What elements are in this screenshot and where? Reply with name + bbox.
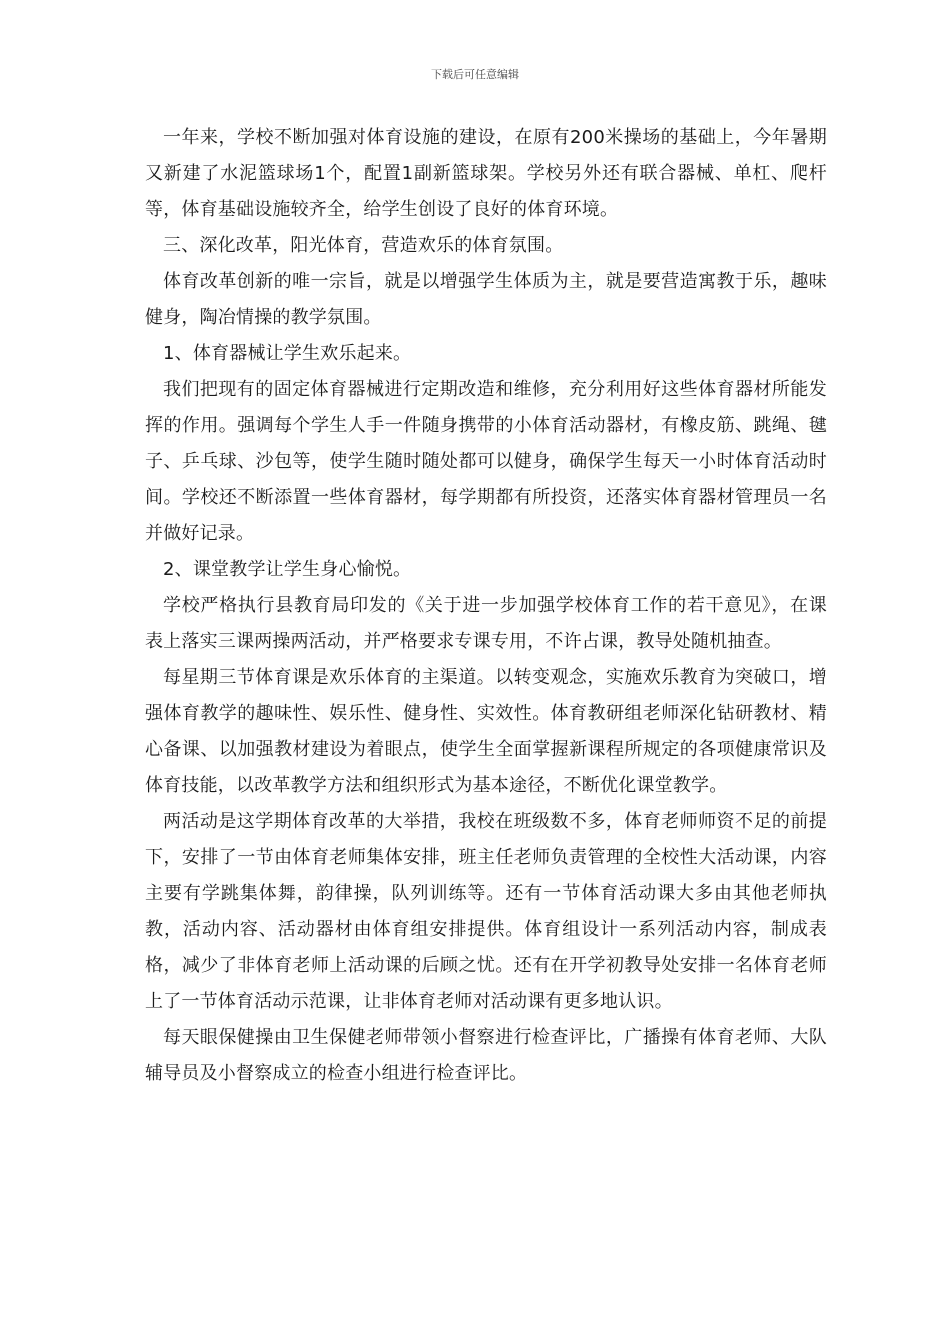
- subsection-heading: 1、体育器械让学生欢乐起来。: [163, 343, 412, 364]
- paragraph: 学校严格执行县教育局印发的《关于进一步加强学校体育工作的若干意见》，在课表上落实三课两操两活动，并严格要求专课专用，不许占课，教导处随机抽查。: [145, 595, 827, 652]
- section-heading: 三、深化改革，阳光体育，营造欢乐的体育氛围。: [163, 235, 564, 256]
- paragraph: 我们把现有的固定体育器械进行定期改造和维修，充分利用好这些体育器材所能发挥的作用。强调每个学生人手一件随身携带的小体育活动器材，有橡皮筋、跳绳、毽子、乒乓球、沙包等，使学生随时随处都可以健身，确保学生每天一小时体育活动时间。学校还不断添置一些体育器材，每学期都有所投资，还落实体育器材管理员一名并做好记录。: [145, 379, 827, 544]
- subsection-heading: 2、课堂教学让学生身心愉悦。: [163, 559, 412, 580]
- paragraph: 一年来，学校不断加强对体育设施的建设，在原有200米操场的基础上，今年暑期又新建了水泥篮球场1个，配置1副新篮球架。学校另外还有联合器械、单杠、爬杆等，体育基础设施较齐全，给学生创设了良好的体育环境。: [145, 127, 827, 220]
- paragraph: 两活动是这学期体育改革的大举措，我校在班级数不多，体育老师师资不足的前提下，安排了一节由体育老师集体安排，班主任老师负责管理的全校性大活动课，内容主要有学跳集体舞，韵律操，队列训练等。还有一节体育活动课大多由其他老师执教，活动内容、活动器材由体育组安排提供。体育组设计一系列活动内容，制成表格，减少了非体育老师上活动课的后顾之忧。还有在开学初教导处安排一名体育老师上了一节体育活动示范课，让非体育老师对活动课有更多地认识。: [145, 811, 827, 1012]
- paragraph: 每天眼保健操由卫生保健老师带领小督察进行检查评比，广播操有体育老师、大队辅导员及小督察成立的检查小组进行检查评比。: [145, 1027, 827, 1084]
- paragraph: 体育改革创新的唯一宗旨，就是以增强学生体质为主，就是要营造寓教于乐，趣味健身，陶冶情操的教学氛围。: [145, 271, 827, 328]
- document-body: [145, 120, 827, 1092]
- paragraph: 每星期三节体育课是欢乐体育的主渠道。以转变观念，实施欢乐教育为突破口，增强体育教学的趣味性、娱乐性、健身性、实效性。体育教研组老师深化钻研教材、精心备课、以加强教材建设为着眼点，使学生全面掌握新课程所规定的各项健康常识及体育技能，以改革教学方法和组织形式为基本途径，不断优化课堂教学。: [145, 667, 827, 796]
- page-header-note: 下载后可任意编辑: [431, 68, 519, 81]
